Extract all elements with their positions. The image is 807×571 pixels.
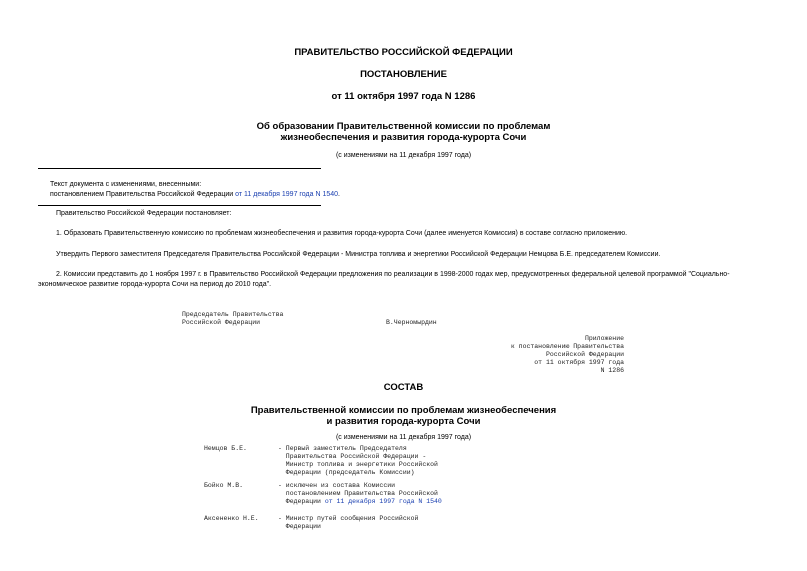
member-role-line: - исключен из состава Комиссии	[278, 482, 396, 489]
changes-note: (с изменениями на 11 декабря 1997 года)	[335, 152, 472, 159]
member-role-line: Министр топлива и энергетики Российской	[278, 461, 438, 468]
note-top-rule	[38, 168, 321, 169]
note-line-2	[50, 190, 340, 200]
member-role-line: Правительства Российской Федерации -	[278, 453, 427, 460]
composition-subtitle-line-2: и развития города-курорта Сочи	[326, 416, 481, 427]
preamble: Правительство Российской Федерации постановляет:	[56, 210, 232, 217]
composition-subtitle-line-1: Правительственной комиссии по проблемам жизнеобеспечения	[250, 405, 557, 416]
note-line-1: Текст документа с изменениями, внесенными:	[50, 181, 202, 188]
appendix-line-2: к постановлению Правительства	[510, 343, 624, 350]
signature-title-line-1: Председатель Правительства	[182, 311, 284, 318]
paragraph-2-line-2: экономическое развитие города-курорта Сочи на период до 2010 года".	[38, 281, 272, 288]
document-type: ПОСТАНОВЛЕНИЕ	[360, 69, 447, 80]
member-name: Бойко М.В.	[204, 482, 244, 489]
note-bottom-rule	[38, 205, 321, 206]
document-date-number: от 11 октября 1997 года N 1286	[331, 91, 476, 102]
note-line-2-prefix: постановлением Правительства Российской Федерации	[50, 191, 236, 198]
member-role-line: постановлением Правительства Российской	[278, 490, 438, 497]
appendix-line-4: от 11 октября 1997 года	[534, 359, 624, 366]
signatory-name: В.Черномырдин	[386, 319, 437, 326]
appendix-line-1: Приложение	[584, 335, 624, 342]
document-title-line-1: Об образовании Правительственной комиссии по проблемам	[256, 121, 551, 132]
paragraph-2-line-1: 2. Комиссии представить до 1 ноября 1997 г. в Правительство Российской Федерации предложения по реализации в 1998-2000 годах мер, предусмотренных федеральной целевой программой "Социально-	[56, 271, 730, 278]
member-role-line: Федерации (председатель Комиссии)	[278, 469, 415, 476]
composition-heading: СОСТАВ	[383, 382, 424, 393]
member-role-line: Федерации	[278, 523, 321, 530]
member-role-line: - Министр путей сообщения Российской	[278, 515, 419, 522]
paragraph-1-appointment: Утвердить Первого заместителя Председателя Правительства Российской Федерации - Министра топлива и энергетики Российской Федерации Немцова Б.Е. председателем Комиссии.	[56, 251, 661, 258]
amendment-link[interactable]: от 11 декабря 1997 года N 1540	[235, 191, 339, 198]
member-role-prefix: Федерации	[278, 498, 325, 505]
member-role-line: - Первый заместитель Председателя	[278, 445, 407, 452]
member-name: Аксененко Н.Е.	[204, 515, 259, 522]
appendix-line-3: Российской Федерации	[545, 351, 624, 358]
government-name: ПРАВИТЕЛЬСТВО РОССИЙСКОЙ ФЕДЕРАЦИИ	[294, 47, 513, 58]
appendix-line-5: N 1286	[600, 367, 624, 374]
composition-changes-note: (с изменениями на 11 декабря 1997 года)	[335, 434, 472, 441]
signature-title-line-2: Российской Федерации	[182, 319, 261, 326]
document-title-line-2: жизнеобеспечения и развития города-курорта Сочи	[280, 132, 527, 143]
note-line-2-suffix: .	[338, 191, 340, 198]
member-role-line	[278, 498, 442, 507]
member-name: Немцов Б.Е.	[204, 445, 247, 452]
amendment-link[interactable]: от 11 декабря 1997 года N 1540	[324, 498, 442, 505]
paragraph-1: 1. Образовать Правительственную комиссию по проблемам жизнеобеспечения и развития города-курорта Сочи (далее именуется Комиссия) в составе согласно приложению.	[56, 230, 628, 237]
